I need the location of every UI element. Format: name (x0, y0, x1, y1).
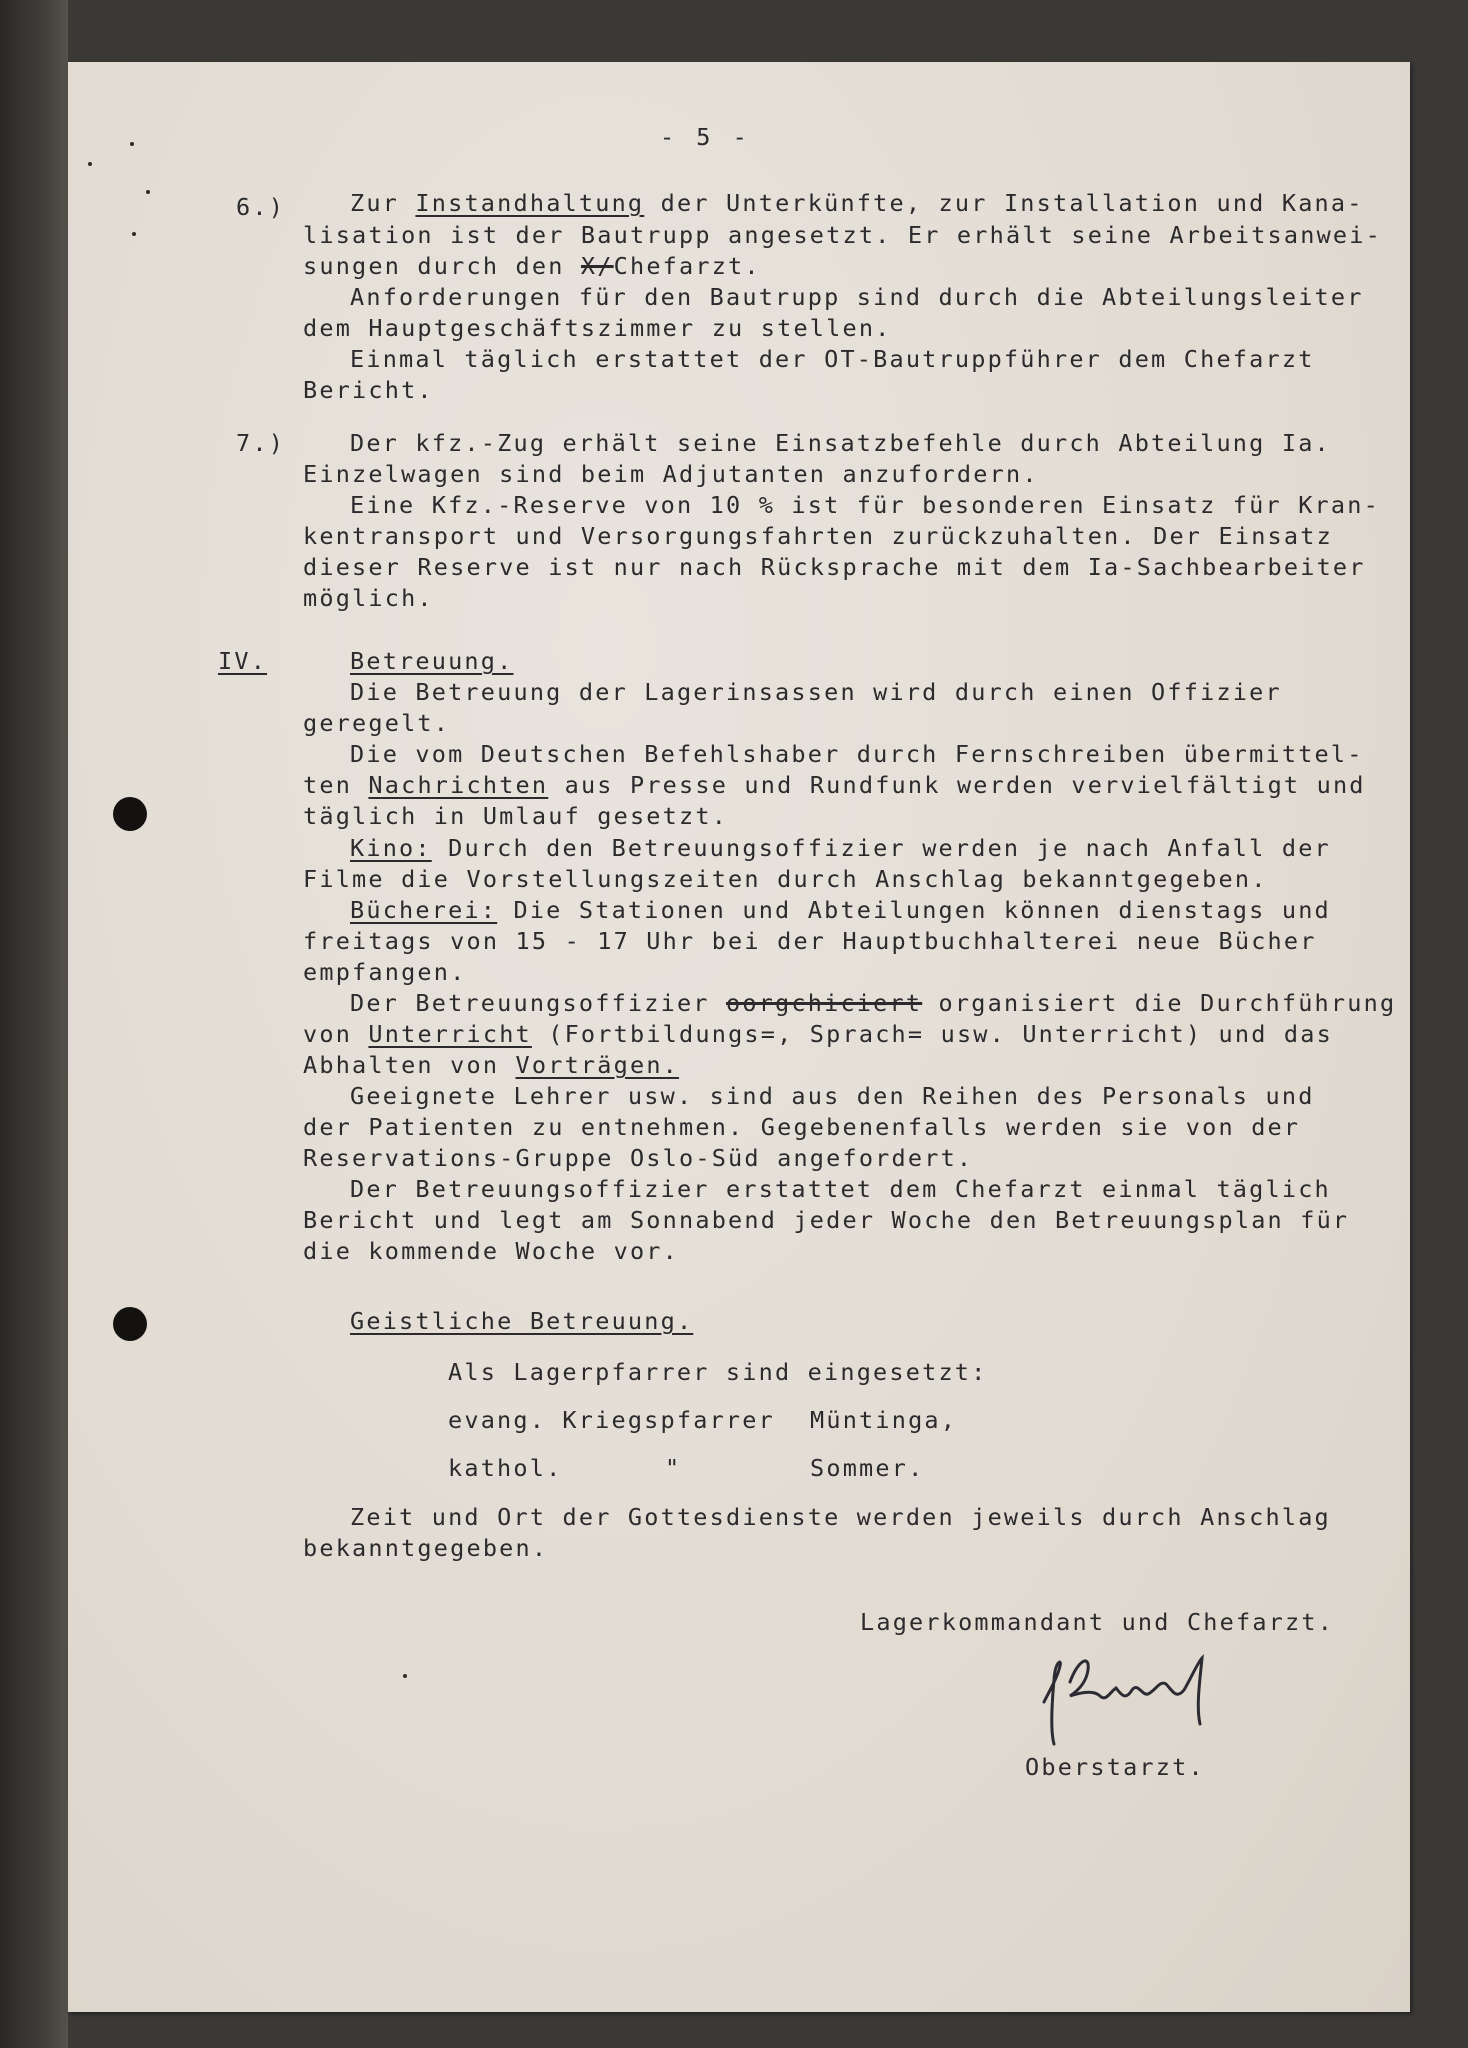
ink-speck (403, 1674, 407, 1678)
section-iv-number: IV. (218, 647, 268, 675)
punch-hole-icon (113, 797, 147, 831)
section-7-line-3: Eine Kfz.-Reserve von 10 % ist für besonderen Einsatz für Kran- (350, 491, 1380, 519)
section-iv-line-4: ten Nachrichten aus Presse und Rundfunk werden vervielfältigt und (303, 771, 1366, 799)
section-iv-line-2: geregelt. (303, 709, 451, 737)
section-iv-line-1: Die Betreuung der Lagerinsassen wird durch einen Offizier (350, 678, 1282, 706)
section-7-line-2: Einzelwagen sind beim Adjutanten anzufordern. (303, 460, 1039, 488)
ink-speck (130, 142, 134, 146)
section-iv-line-10: empfangen. (303, 958, 467, 986)
section-iv-line-15: der Patienten zu entnehmen. Gegebenenfalls werden sie von der (303, 1113, 1301, 1141)
geistliche-line-3a: kathol. (448, 1454, 563, 1482)
section-6-line-4: Anforderungen für den Bautrupp sind durch die Abteilungsleiter (350, 283, 1364, 311)
section-iv-heading: Betreuung. (350, 647, 514, 675)
section-iv-line-17: Der Betreuungsoffizier erstattet dem Chefarzt einmal täglich (350, 1175, 1331, 1203)
section-6-line-2: lisation ist der Bautrupp angesetzt. Er erhält seine Arbeitsanwei- (303, 221, 1382, 249)
section-iv-line-14: Geeignete Lehrer usw. sind aus den Reihen des Personals und (350, 1082, 1315, 1110)
ink-speck (146, 190, 150, 194)
section-iv-line-6: Kino: Durch den Betreuungsoffizier werden je nach Anfall der (350, 834, 1331, 862)
section-6-line-7: Bericht. (303, 376, 434, 404)
section-iv-line-5: täglich in Umlauf gesetzt. (303, 802, 729, 830)
section-iv-line-8: Bücherei: Die Stationen und Abteilungen können dienstags und (350, 896, 1331, 924)
section-6-number: 6.) (236, 193, 286, 221)
section-7-line-4: kentransport und Versorgungsfahrten zurückzuhalten. Der Einsatz (303, 522, 1333, 550)
section-iv-line-19: die kommende Woche vor. (303, 1237, 680, 1265)
section-7-line-6: möglich. (303, 584, 434, 612)
geistliche-line-5: bekanntgegeben. (303, 1534, 549, 1562)
section-iv-line-9: freitags von 15 - 17 Uhr bei der Hauptbuchhalterei neue Bücher (303, 927, 1317, 955)
ink-speck (132, 232, 136, 236)
punch-hole-icon (113, 1307, 147, 1341)
section-6-line-1: Zur Instandhaltung der Unterkünfte, zur Installation und Kana- (350, 189, 1364, 217)
section-7-line-1: Der kfz.-Zug erhält seine Einsatzbefehle durch Abteilung Ia. (350, 429, 1331, 457)
section-6-line-3: sungen durch den X/Chefarzt. (303, 252, 761, 280)
geistliche-line-1: Als Lagerpfarrer sind eingesetzt: (448, 1358, 988, 1386)
geistliche-line-2a: evang. Kriegspfarrer (448, 1406, 775, 1434)
closing-rank: Oberstarzt. (1025, 1753, 1205, 1781)
section-6-line-6: Einmal täglich erstattet der OT-Bautruppführer dem Chefarzt (350, 345, 1315, 373)
section-iv-line-16: Reservations-Gruppe Oslo-Süd angefordert. (303, 1144, 974, 1172)
section-iv-line-13: Abhalten von Vorträgen. (303, 1051, 680, 1079)
signature-icon (1030, 1640, 1250, 1750)
geistliche-line-2b: Müntinga, (810, 1406, 958, 1434)
ink-speck (88, 162, 92, 166)
geistliche-heading: Geistliche Betreuung. (350, 1307, 694, 1335)
geistliche-line-3c: Sommer. (810, 1454, 925, 1482)
geistliche-line-4: Zeit und Ort der Gottesdienste werden jeweils durch Anschlag (350, 1503, 1331, 1531)
geistliche-line-3b: " (665, 1454, 682, 1482)
section-iv-line-3: Die vom Deutschen Befehlshaber durch Fernschreiben übermittel- (350, 740, 1364, 768)
binder-edge (0, 0, 68, 2048)
section-iv-line-12: von Unterricht (Fortbildungs=, Sprach= usw. Unterricht) und das (303, 1020, 1333, 1048)
page-number: - 5 - (660, 123, 751, 151)
section-6-line-5: dem Hauptgeschäftszimmer zu stellen. (303, 314, 892, 342)
section-iv-line-7: Filme die Vorstellungszeiten durch Anschlag bekanntgegeben. (303, 865, 1268, 893)
section-7-line-5: dieser Reserve ist nur nach Rücksprache mit dem Ia-Sachbearbeiter (303, 553, 1366, 581)
section-iv-line-18: Bericht und legt am Sonnabend jeder Woche den Betreuungsplan für (303, 1206, 1350, 1234)
section-7-number: 7.) (236, 429, 286, 457)
closing-title: Lagerkommandant und Chefarzt. (860, 1608, 1335, 1636)
section-iv-line-11: Der Betreuungsoffizier oorgchiciert organisiert die Durchführung (350, 989, 1397, 1017)
